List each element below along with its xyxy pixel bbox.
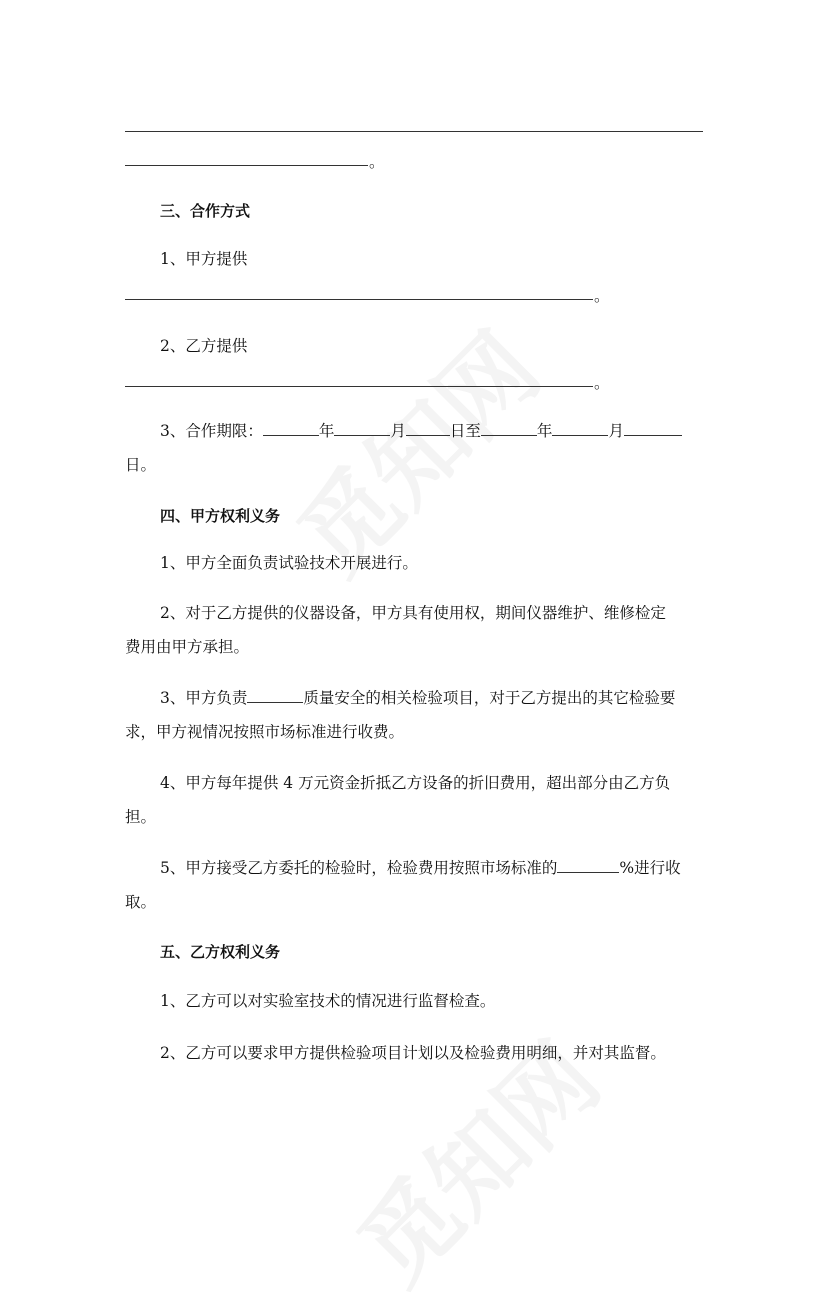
section-3-title: 三、合作方式 [160, 202, 251, 220]
month-label: 月 [608, 422, 624, 440]
item-3-prefix: 3、甲方负责 [160, 689, 248, 707]
blank-day-1 [406, 420, 450, 436]
section-4-item-4-line-1: 4、甲方每年提供 4 万元资金折抵乙方设备的折旧费用，超出部分由乙方负 [160, 774, 671, 792]
section-3-item-3 [160, 420, 740, 442]
end-mark: 。 [594, 374, 610, 392]
section-4-item-1: 1、甲方全面负责试验技术开展进行。 [160, 554, 418, 572]
year-label: 年 [318, 422, 335, 440]
blank-line [125, 299, 593, 300]
day-to-label: 日至 [449, 422, 481, 440]
blank-line [125, 165, 368, 166]
section-5-title: 五、乙方权利义务 [160, 943, 281, 961]
section-4-title: 四、甲方权利义务 [160, 507, 281, 525]
section-4-item-5-line-1 [160, 857, 740, 879]
cooperation-term-label: 3、合作期限： [160, 422, 263, 440]
blank-day-2 [624, 420, 682, 436]
item-5-prefix: 5、甲方接受乙方委托的检验时，检验费用按照市场标准的 [160, 859, 558, 877]
blank-line [125, 131, 703, 132]
blank-year-1 [263, 420, 319, 436]
section-3-item-1-label: 1、甲方提供 [160, 250, 248, 268]
section-4-item-5-line-2: 取。 [125, 893, 157, 911]
blank-scope [247, 687, 303, 703]
end-mark: 。 [369, 153, 385, 171]
blank-line [125, 386, 593, 387]
month-label: 月 [390, 422, 406, 440]
year-label: 年 [536, 422, 553, 440]
section-4-item-2-line-1: 2、对于乙方提供的仪器设备，甲方具有使用权，期间仪器维护、维修检定 [160, 604, 666, 622]
blank-percent [557, 857, 619, 873]
blank-month-2 [552, 420, 608, 436]
blank-year-2 [481, 420, 537, 436]
section-3-item-2-label: 2、乙方提供 [160, 337, 248, 355]
section-4-item-3-line-1 [160, 687, 740, 709]
section-5-item-1: 1、乙方可以对实验室技术的情况进行监督检查。 [160, 992, 496, 1010]
blank-month-1 [334, 420, 390, 436]
item-3-suffix: 质量安全的相关检验项目，对于乙方提出的其它检验要 [303, 689, 676, 707]
section-3-item-3-end: 日。 [125, 456, 157, 474]
end-mark: 。 [594, 287, 610, 305]
item-5-suffix: %进行收 [619, 859, 681, 877]
section-4-item-3-line-2: 求，甲方视情况按照市场标准进行收费。 [125, 723, 405, 741]
section-5-item-2: 2、乙方可以要求甲方提供检验项目计划以及检验费用明细，并对其监督。 [160, 1044, 666, 1062]
section-4-item-2-line-2: 费用由甲方承担。 [125, 638, 250, 656]
section-4-item-4-line-2: 担。 [125, 808, 157, 826]
